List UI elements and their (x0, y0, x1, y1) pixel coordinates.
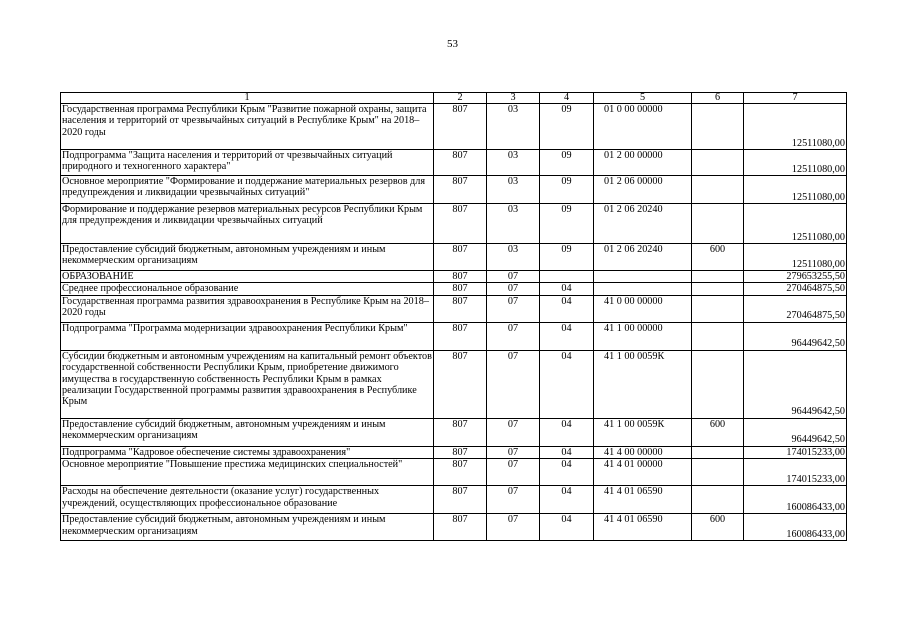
expense-type-code: 600 (692, 244, 744, 271)
section-code: 03 (487, 104, 540, 150)
expense-type-code (692, 459, 744, 486)
table-header-row (61, 93, 847, 104)
table-row (61, 322, 847, 350)
table-row (61, 244, 847, 271)
section-code: 03 (487, 204, 540, 244)
target-article-code: 41 4 01 06590 (594, 514, 692, 541)
ministry-code: 807 (434, 446, 487, 458)
row-name: Основное мероприятие "Формирование и поддержание материальных резервов для предупреждения и ликвидации чрезвычайных ситуаций" (61, 176, 434, 204)
table-row (61, 446, 847, 458)
row-name: Среднее профессиональное образование (61, 283, 434, 295)
target-article-code: 01 2 06 20240 (594, 204, 692, 244)
ministry-code: 807 (434, 204, 487, 244)
ministry-code: 807 (434, 295, 487, 322)
expense-type-code (692, 176, 744, 204)
amount: 160086433,00 (744, 486, 847, 514)
target-article-code: 41 0 00 00000 (594, 295, 692, 322)
table-row (61, 176, 847, 204)
amount: 174015233,00 (744, 459, 847, 486)
expense-type-code (692, 295, 744, 322)
expense-type-code (692, 150, 744, 176)
subsection-code: 04 (540, 514, 594, 541)
column-header: 5 (594, 93, 692, 104)
row-name: Государственная программа развития здравоохранения в Республике Крым на 2018–2020 годы (61, 295, 434, 322)
ministry-code: 807 (434, 486, 487, 514)
section-code: 07 (487, 350, 540, 418)
section-code: 07 (487, 271, 540, 283)
table-row (61, 150, 847, 176)
amount: 12511080,00 (744, 204, 847, 244)
column-header: 3 (487, 93, 540, 104)
row-name: Основное мероприятие "Повышение престижа медицинских специальностей" (61, 459, 434, 486)
ministry-code: 807 (434, 350, 487, 418)
subsection-code: 09 (540, 176, 594, 204)
subsection-code: 09 (540, 204, 594, 244)
expense-type-code (692, 446, 744, 458)
table-row (61, 283, 847, 295)
target-article-code: 41 4 01 06590 (594, 486, 692, 514)
row-name: Предоставление субсидий бюджетным, автономным учреждениям и иным некоммерческим организациям (61, 418, 434, 446)
subsection-code: 04 (540, 418, 594, 446)
expense-type-code: 600 (692, 514, 744, 541)
amount: 96449642,50 (744, 350, 847, 418)
section-code: 07 (487, 514, 540, 541)
section-code: 03 (487, 150, 540, 176)
amount: 12511080,00 (744, 176, 847, 204)
row-name: Предоставление субсидий бюджетным, автономным учреждениям и иным некоммерческим организациям (61, 244, 434, 271)
expense-type-code (692, 104, 744, 150)
table-row (61, 295, 847, 322)
table-row (61, 514, 847, 541)
ministry-code: 807 (434, 418, 487, 446)
section-code: 07 (487, 283, 540, 295)
row-name: Подпрограмма "Программа модернизации здравоохранения Республики Крым" (61, 322, 434, 350)
target-article-code (594, 283, 692, 295)
target-article-code (594, 271, 692, 283)
target-article-code: 41 1 00 00000 (594, 322, 692, 350)
column-header: 6 (692, 93, 744, 104)
section-code: 07 (487, 418, 540, 446)
subsection-code: 09 (540, 244, 594, 271)
table-row (61, 204, 847, 244)
expense-type-code (692, 271, 744, 283)
section-code: 07 (487, 459, 540, 486)
target-article-code: 41 1 00 0059К (594, 350, 692, 418)
subsection-code: 09 (540, 150, 594, 176)
expense-type-code: 600 (692, 418, 744, 446)
ministry-code: 807 (434, 459, 487, 486)
subsection-code: 04 (540, 446, 594, 458)
ministry-code: 807 (434, 322, 487, 350)
column-header: 4 (540, 93, 594, 104)
subsection-code: 04 (540, 295, 594, 322)
subsection-code: 04 (540, 283, 594, 295)
target-article-code: 41 4 00 00000 (594, 446, 692, 458)
amount: 12511080,00 (744, 104, 847, 150)
target-article-code: 01 2 06 00000 (594, 176, 692, 204)
row-name: Подпрограмма "Защита населения и территорий от чрезвычайных ситуаций природного и техногенного характера" (61, 150, 434, 176)
amount: 279653255,50 (744, 271, 847, 283)
table-row (61, 104, 847, 150)
section-code: 07 (487, 295, 540, 322)
table-row (61, 271, 847, 283)
subsection-code: 04 (540, 486, 594, 514)
amount: 160086433,00 (744, 514, 847, 541)
column-header: 2 (434, 93, 487, 104)
section-code: 03 (487, 244, 540, 271)
subsection-code: 04 (540, 322, 594, 350)
table-row (61, 350, 847, 418)
expense-type-code (692, 322, 744, 350)
row-name: Субсидии бюджетным и автономным учреждениям на капитальный ремонт объектов государственной собственности Республики Крым, приобретение движимого имущества в государственную собственность Республики Крым в рамках реализации Государственной программы развития здравоохранения в Республике Крым (61, 350, 434, 418)
subsection-code: 04 (540, 350, 594, 418)
target-article-code: 41 1 00 0059К (594, 418, 692, 446)
expense-type-code (692, 283, 744, 295)
row-name: ОБРАЗОВАНИЕ (61, 271, 434, 283)
section-code: 07 (487, 446, 540, 458)
amount: 96449642,50 (744, 418, 847, 446)
amount: 12511080,00 (744, 244, 847, 271)
amount: 174015233,00 (744, 446, 847, 458)
subsection-code: 09 (540, 104, 594, 150)
amount: 96449642,50 (744, 322, 847, 350)
row-name: Предоставление субсидий бюджетным, автономным учреждениям и иным некоммерческим организациям (61, 514, 434, 541)
ministry-code: 807 (434, 176, 487, 204)
page-number: 53 (447, 38, 458, 50)
ministry-code: 807 (434, 104, 487, 150)
row-name: Расходы на обеспечение деятельности (оказание услуг) государственных учреждений, осуществляющих профессиональное образование (61, 486, 434, 514)
target-article-code: 01 0 00 00000 (594, 104, 692, 150)
ministry-code: 807 (434, 283, 487, 295)
column-header: 1 (61, 93, 434, 104)
section-code: 07 (487, 486, 540, 514)
target-article-code: 41 4 01 00000 (594, 459, 692, 486)
table-row (61, 459, 847, 486)
target-article-code: 01 2 06 20240 (594, 244, 692, 271)
row-name: Подпрограмма "Кадровое обеспечение системы здравоохранения" (61, 446, 434, 458)
section-code: 07 (487, 322, 540, 350)
expense-type-code (692, 204, 744, 244)
amount: 270464875,50 (744, 283, 847, 295)
table-row (61, 486, 847, 514)
table-row (61, 418, 847, 446)
ministry-code: 807 (434, 271, 487, 283)
ministry-code: 807 (434, 150, 487, 176)
ministry-code: 807 (434, 514, 487, 541)
ministry-code: 807 (434, 244, 487, 271)
expense-type-code (692, 350, 744, 418)
amount: 12511080,00 (744, 150, 847, 176)
row-name: Государственная программа Республики Крым "Развитие пожарной охраны, защита населения и территорий от чрезвычайных ситуаций в Республике Крым" на 2018–2020 годы (61, 104, 434, 150)
target-article-code: 01 2 00 00000 (594, 150, 692, 176)
section-code: 03 (487, 176, 540, 204)
row-name: Формирование и поддержание резервов материальных ресурсов Республики Крым для предупреждения и ликвидации чрезвычайных ситуаций (61, 204, 434, 244)
expense-type-code (692, 486, 744, 514)
column-header: 7 (744, 93, 847, 104)
budget-table (60, 92, 847, 541)
amount: 270464875,50 (744, 295, 847, 322)
subsection-code (540, 271, 594, 283)
subsection-code: 04 (540, 459, 594, 486)
